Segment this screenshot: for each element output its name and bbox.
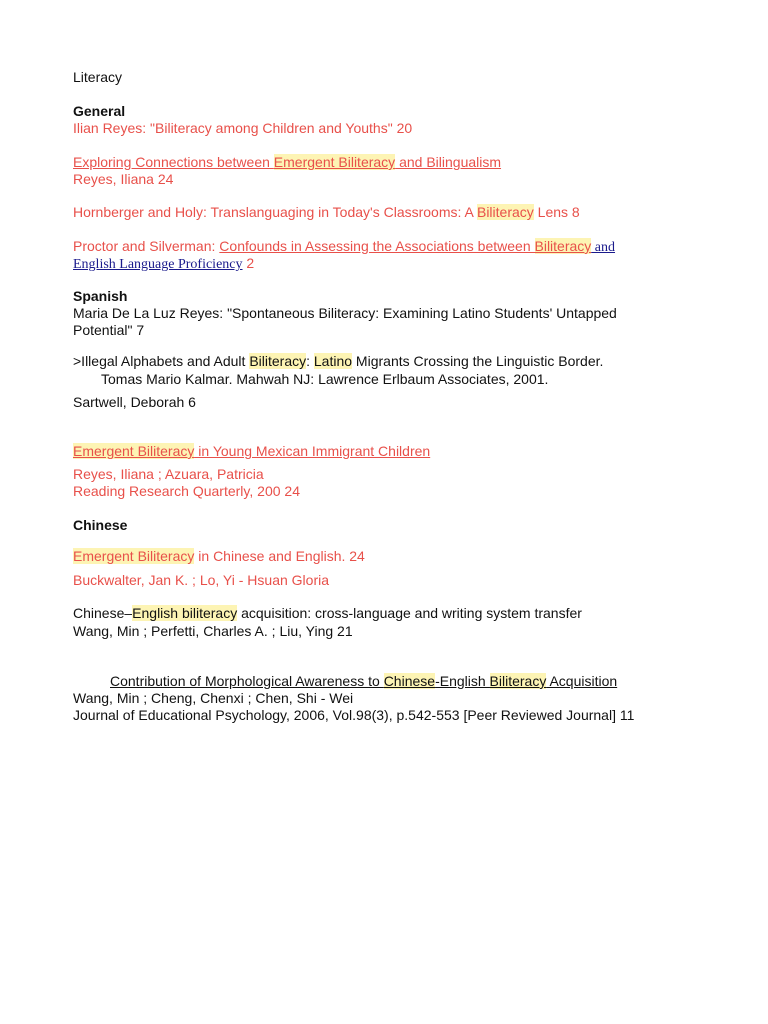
chinese-entry-2-title <box>73 604 582 622</box>
text: >Illegal Alphabets and Adult <box>73 353 250 369</box>
highlight: Emergent Biliteracy <box>73 443 195 459</box>
heading-chinese: Chinese <box>73 517 128 533</box>
text: in Chinese and English. 24 <box>194 548 365 564</box>
spanish-entry-2-line-2: Tomas Mario Kalmar. Mahwah NJ: Lawrence Erlbaum Associates, 2001. <box>101 371 549 387</box>
general-entry-4-cont <box>73 254 254 274</box>
text: Migrants Crossing the Linguistic Border. <box>352 353 604 369</box>
text: Proctor and Silverman: <box>73 238 220 254</box>
spanish-entry-4-authors: Reyes, Iliana ; Azuara, Patricia <box>73 466 264 482</box>
spanish-entry-4-source: Reading Research Quarterly, 200 24 <box>73 483 300 499</box>
highlight: Emergent Biliteracy <box>273 154 396 170</box>
highlight: Latino <box>313 353 353 369</box>
highlight: Biliteracy <box>489 673 547 689</box>
spanish-entry-1-line-1: Maria De La Luz Reyes: "Spontaneous Biliteracy: Examining Latino Students' Untapped <box>73 305 617 321</box>
text: in Young Mexican Immigrant Children <box>194 443 431 459</box>
highlight: Biliteracy <box>476 204 534 220</box>
text: acquisition: cross-language and writing system transfer <box>237 605 582 621</box>
text: Lens 8 <box>533 204 580 220</box>
text: Contribution of Morphological Awareness to <box>110 673 384 689</box>
general-entry-3 <box>73 203 580 221</box>
chinese-entry-2-authors: Wang, Min ; Perfetti, Charles A. ; Liu, Ying 21 <box>73 623 353 639</box>
link[interactable]: English Language Proficiency <box>73 257 243 272</box>
highlight: Emergent Biliteracy <box>73 548 195 564</box>
spanish-entry-2-line-1 <box>73 352 603 370</box>
spanish-entry-1-line-2: Potential" 7 <box>73 322 145 338</box>
highlight[interactable]: Biliteracy <box>534 238 592 254</box>
doc-title: Literacy <box>73 69 123 85</box>
text: Acquisition <box>546 673 618 689</box>
spanish-entry-3: Sartwell, Deborah 6 <box>73 394 196 410</box>
link[interactable]: and <box>591 240 616 255</box>
text: Exploring Connections between <box>73 154 274 170</box>
chinese-entry-3-authors: Wang, Min ; Cheng, Chenxi ; Chen, Shi - Wei <box>73 690 354 706</box>
highlight: Chinese <box>383 673 436 689</box>
general-entry-1: Ilian Reyes: "Biliteracy among Children and Youths" 20 <box>73 120 413 136</box>
heading-general: General <box>73 103 126 119</box>
text: -English <box>435 673 490 689</box>
highlight: English biliteracy <box>132 605 238 621</box>
general-entry-2-author: Reyes, Iliana 24 <box>73 171 174 187</box>
chinese-entry-3-link[interactable] <box>110 672 617 690</box>
chinese-entry-1-authors: Buckwalter, Jan K. ; Lo, Yi - Hsuan Gloria <box>73 572 330 588</box>
text: 2 <box>242 255 255 271</box>
link[interactable]: Confounds in Assessing the Associations between <box>219 238 535 254</box>
heading-spanish: Spanish <box>73 288 128 304</box>
text: and Bilingualism <box>395 154 502 170</box>
spanish-entry-4-link[interactable] <box>73 442 430 460</box>
text: Chinese– <box>73 605 133 621</box>
chinese-entry-3-source: Journal of Educational Psychology, 2006, Vol.98(3), p.542-553 [Peer Reviewed Journal] 11 <box>73 707 635 723</box>
chinese-entry-1 <box>73 547 365 565</box>
text: : <box>306 353 314 369</box>
text: Hornberger and Holy: Translanguaging in Today's Classrooms: A <box>73 204 477 220</box>
highlight: Biliteracy <box>249 353 307 369</box>
general-entry-2-link[interactable] <box>73 153 501 171</box>
